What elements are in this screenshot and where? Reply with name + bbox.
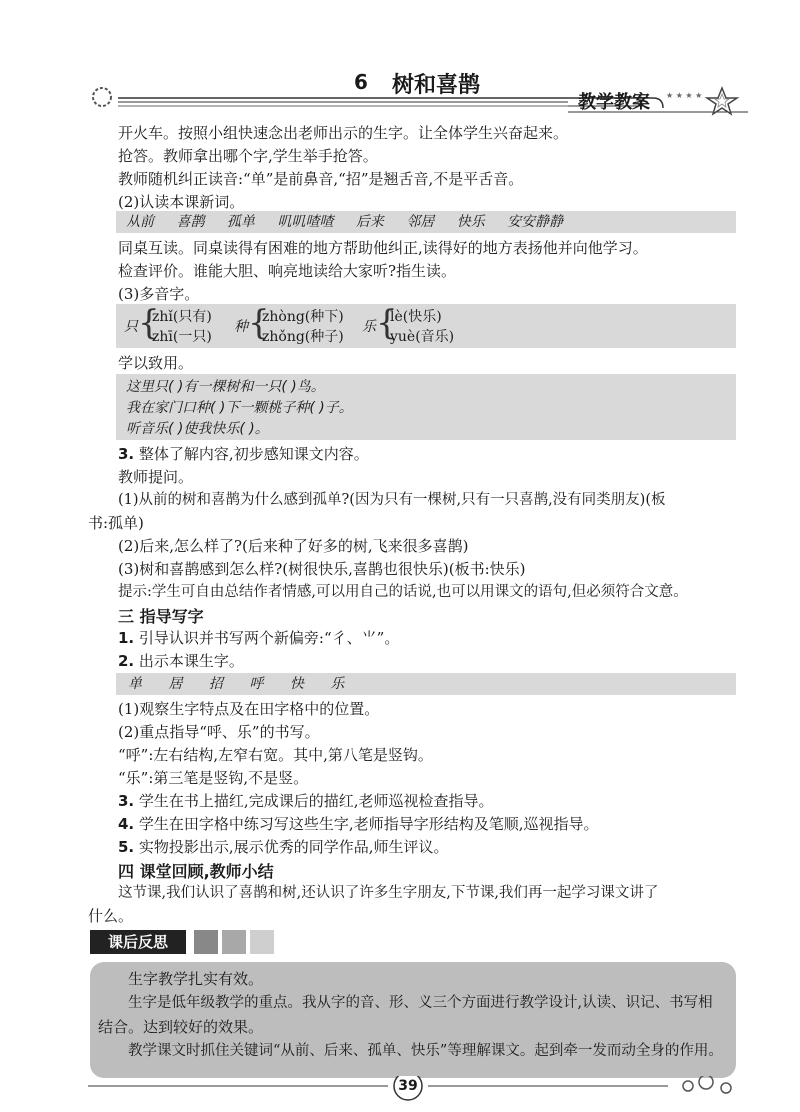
text-line: 学以致用。	[118, 354, 194, 372]
item-text: 实物投影出示,展示优秀的同学作品,师生评议。	[138, 838, 449, 856]
text-line	[118, 650, 244, 672]
polyphone-reading: yuè(音乐)	[390, 329, 455, 345]
vocab-word: 邻居	[406, 214, 435, 230]
item-text: 学生在书上描红,完成课后的描红,老师巡视检查指导。	[138, 792, 494, 810]
tab-block-icon	[250, 930, 274, 954]
polyphone-char: 乐	[362, 319, 376, 335]
text-line	[118, 813, 598, 835]
tab-block-icon	[222, 930, 246, 954]
exercise-line: 这里只( )有一棵树和一只( )鸟。	[126, 379, 325, 395]
vocab-word: 孤单	[226, 214, 255, 230]
item-number: 3.	[118, 792, 135, 810]
item-text: 学生在田字格中练习写这些生字,老师指导字形结构及笔顺,巡视指导。	[138, 815, 599, 833]
reflection-text: 结合。达到较好的效果。	[98, 1018, 264, 1036]
char-item: 招	[208, 676, 223, 692]
tab-block-icon	[194, 930, 218, 954]
vocab-word: 从前	[126, 214, 154, 230]
item-number: 1.	[118, 629, 135, 647]
item-number: 5.	[118, 838, 135, 856]
exercise-line: 听音乐( )使我快乐( )。	[126, 421, 269, 437]
vocab-word: 安安静静	[507, 214, 564, 230]
text-line	[118, 627, 399, 649]
brace-icon: {	[138, 303, 160, 343]
text-line: 教师随机纠正读音:“单”是前鼻音,“招”是翘舌音,不是平舌音。	[118, 170, 524, 188]
char-item: 居	[168, 676, 183, 692]
text-line: 提示:学生可自由总结作者情感,可以用自己的话说,也可以用课文的语句,但必须符合文意。	[118, 584, 688, 600]
item-text: 出示本课生字。	[138, 652, 244, 670]
text-line: 书:孤单)	[88, 514, 144, 532]
polyphone-reading: zhǐ(只有)	[152, 309, 212, 325]
item-number: 3.	[118, 445, 135, 463]
polyphone-reading: zhǒng(种子)	[262, 329, 344, 345]
text-line: 这节课,我们认识了喜鹊和树,还认识了许多生字朋友,下节课,我们再一起学习课文讲了	[118, 885, 659, 901]
char-item: 单	[128, 676, 142, 692]
text-line: (3)树和喜鹊感到怎么样?(树很快乐,喜鹊也很快乐)(板书:快乐)	[118, 560, 526, 578]
text-line: (2)认读本课新词。	[118, 193, 245, 211]
text-line: (2)后来,怎么样了?(后来种了好多的树,飞来很多喜鹊)	[118, 537, 469, 555]
char-item: 乐	[330, 676, 345, 692]
polyphone-reading: zhòng(种下)	[262, 309, 344, 325]
text-line: (1)从前的树和喜鹊为什么感到孤单?(因为只有一棵树,只有一只喜鹊,没有同类朋友)(板	[118, 492, 666, 508]
star-icon	[664, 84, 744, 116]
text-line: (2)重点指导“呼、乐”的书写。	[118, 723, 320, 741]
polyphone-reading: lè(快乐)	[390, 309, 442, 325]
brace-icon: {	[248, 303, 270, 343]
exercise-line: 我在家门口种( )下一颗桃子种( )子。	[126, 400, 353, 416]
reflection-text: 生字是低年级教学的重点。我从字的音、形、义三个方面进行教学设计,认读、识记、书写相	[128, 995, 713, 1011]
text-line: 教师提问。	[118, 468, 194, 486]
polyphone-char: 种	[234, 319, 248, 335]
text-line	[118, 443, 369, 465]
text-line: 同桌互读。同桌读得有困难的地方帮助他纠正,读得好的地方表扬他并向他学习。	[118, 239, 648, 257]
chars-list	[128, 673, 366, 695]
badge-label: 教学教案	[578, 92, 650, 113]
item-text: 引导认识并书写两个新偏旁:“彳、⺌”。	[138, 629, 400, 647]
vocab-word: 喜鹊	[176, 214, 205, 230]
item-text: 整体了解内容,初步感知课文内容。	[138, 445, 369, 463]
vocab-word: 叽叽喳喳	[277, 214, 334, 230]
polyphone-reading: zhī(一只)	[152, 329, 212, 345]
section-heading: 三 指导写字	[118, 607, 204, 626]
text-line: 抢答。教师拿出哪个字,学生举手抢答。	[118, 147, 378, 165]
section-heading: 四 课堂回顾,教师小结	[118, 862, 274, 881]
reflection-label: 课后反思	[90, 930, 186, 954]
svg-text:★ ★ ★ ★: ★ ★ ★ ★	[666, 91, 703, 100]
lesson-number: 6	[354, 70, 368, 94]
brace-icon: {	[376, 303, 398, 343]
text-line	[118, 790, 493, 812]
text-line: 什么。	[88, 907, 134, 925]
text-line: 检查评价。谁能大胆、响亮地读给大家听?指生读。	[118, 262, 457, 280]
lesson-title: 树和喜鹊	[392, 73, 481, 98]
text-line: “乐”:第三笔是竖钩,不是竖。	[118, 769, 309, 787]
item-number: 4.	[118, 815, 135, 833]
vocab-word: 后来	[355, 214, 384, 230]
text-line: (3)多音字。	[118, 285, 200, 303]
vocab-list	[126, 211, 581, 233]
reflection-text: 生字教学扎实有效。	[128, 970, 264, 988]
vocab-word: 快乐	[456, 214, 485, 230]
text-line: (1)观察生字特点及在田字格中的位置。	[118, 700, 380, 718]
item-number: 2.	[118, 652, 135, 670]
page-number: 39	[398, 1078, 418, 1094]
text-line: “呼”:左右结构,左窄右宽。其中,第八笔是竖钩。	[118, 746, 433, 764]
char-item: 呼	[249, 676, 264, 692]
reflection-text: 教学课文时抓住关键词“从前、后来、孤单、快乐”等理解课文。起到牵一发而动全身的作用。	[128, 1043, 723, 1059]
text-line	[118, 836, 448, 858]
text-line: 开火车。按照小组快速念出老师出示的生字。让全体学生兴奋起来。	[118, 124, 569, 142]
polyphone-char: 只	[124, 319, 138, 335]
char-item: 快	[289, 676, 304, 692]
